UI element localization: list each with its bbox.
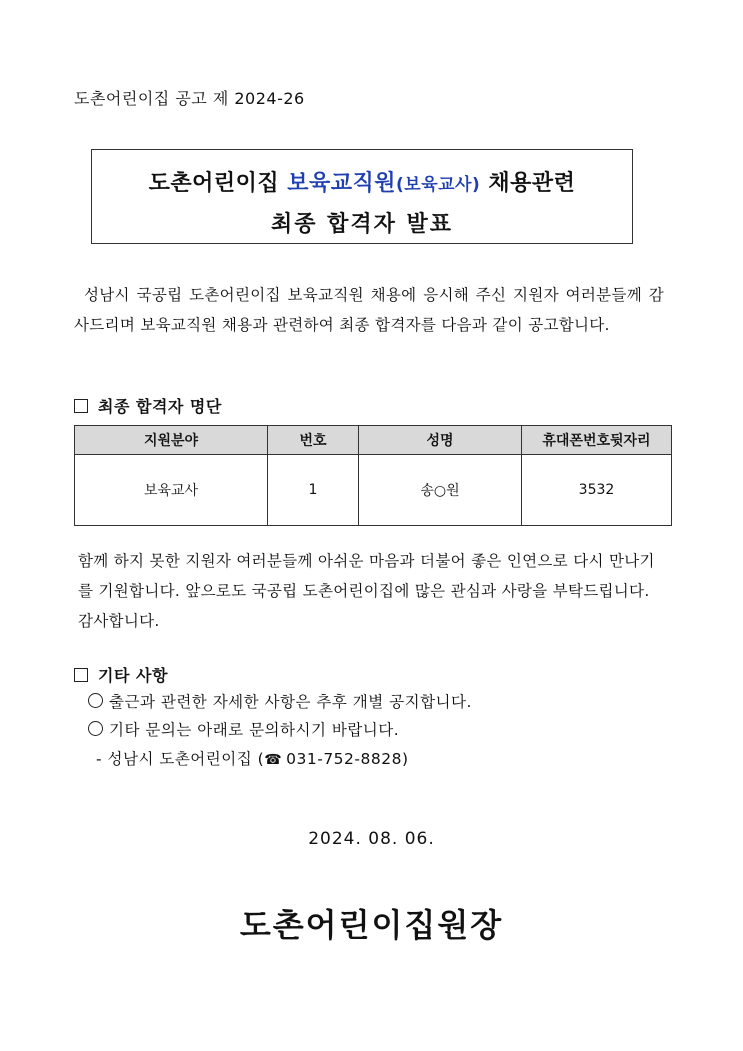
closing-paragraph: 함께 하지 못한 지원자 여러분들께 아쉬운 마음과 더불어 좋은 인연으로 다시 만나기를 기원합니다. 앞으로도 국공립 도촌어린이집에 많은 관심과 사랑을 부탁드립니다. 감사합니다.: [78, 552, 655, 630]
telephone-icon: ☎: [264, 752, 283, 768]
table-row: [75, 455, 672, 526]
section-final-list: [74, 394, 222, 417]
title-part3: 채용관련: [488, 171, 576, 196]
notice-number: 도촌어린이집 공고 제 2024-26: [74, 89, 305, 108]
etc-item: [88, 690, 472, 712]
contact-line: [96, 747, 409, 769]
header-phone: 휴대폰번호뒷자리: [522, 426, 672, 455]
etc-item: [88, 718, 399, 740]
cell-name: 송○원: [359, 455, 522, 526]
circle-bullet-icon: [88, 693, 103, 708]
cell-number: 1: [268, 455, 359, 526]
result-table: [74, 425, 672, 526]
section-final-list-title: 최종 합격자 명단: [98, 397, 222, 416]
header-field: 지원분야: [75, 426, 268, 455]
table-header-row: [75, 426, 672, 455]
title-line-2: 최종 합격자 발표: [270, 212, 454, 237]
etc-item-text: 출근과 관련한 자세한 사항은 추후 개별 공지합니다.: [109, 693, 472, 711]
checkbox-square-icon: [74, 399, 88, 413]
title-highlight: [287, 171, 480, 196]
header-number: 번호: [268, 426, 359, 455]
checkbox-square-icon: [74, 668, 88, 682]
title-part2-small: (보육교사): [396, 175, 481, 195]
header-name: 성명: [359, 426, 522, 455]
cell-phone: 3532: [522, 455, 672, 526]
title-part1: 도촌어린이집: [148, 171, 280, 196]
section-etc-title: 기타 사항: [98, 666, 168, 685]
cell-field: 보육교사: [75, 455, 268, 526]
intro-paragraph: 성남시 국공립 도촌어린이집 보육교직원 채용에 응시해 주신 지원자 여러분들께 감사드리며 보육교직원 채용과 관련하여 최종 합격자를 다음과 같이 공고합니다.: [74, 286, 664, 334]
contact-phone: 031-752-8828): [286, 750, 409, 768]
notice-date: 2024. 08. 06.: [308, 829, 435, 849]
circle-bullet-icon: [88, 721, 103, 736]
signer-title: 도촌어린이집원장: [239, 906, 504, 944]
title-part2: 보육교직원: [287, 171, 397, 196]
title-line-1: [92, 166, 632, 197]
etc-item-text: 기타 문의는 아래로 문의하시기 바랍니다.: [109, 721, 400, 739]
contact-prefix: - 성남시 도촌어린이집 (: [96, 750, 265, 768]
section-etc: [74, 663, 168, 686]
title-box: [91, 149, 633, 244]
